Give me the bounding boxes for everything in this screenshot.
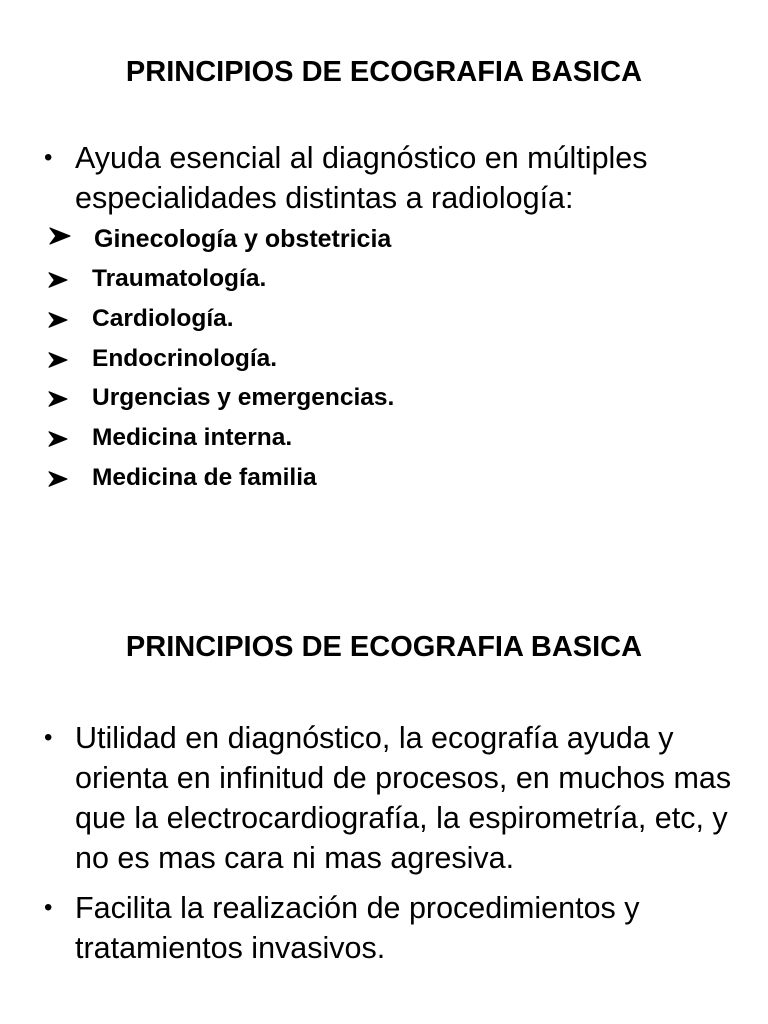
arrow-bullet-icon	[48, 226, 72, 246]
specialty-label: Traumatología.	[92, 265, 267, 292]
specialty-item	[0, 259, 768, 299]
arrow-bullet-icon	[47, 470, 69, 488]
bullet-marker: •	[44, 894, 53, 921]
bullet-list	[0, 718, 768, 968]
arrow-bullet-icon	[47, 351, 69, 369]
arrow-bullet-icon	[47, 271, 69, 289]
specialty-item	[0, 458, 768, 498]
specialty-list	[0, 218, 768, 498]
bullet-text: Utilidad en diagnóstico, la ecografía ayuda y orienta en infinitud de procesos, en muchos mas que la electrocardiografía, la espirometría, etc, y no es mas cara ni mas agresiva.	[75, 721, 732, 875]
arrow-bullet-icon	[47, 390, 69, 408]
specialty-label: Urgencias y emergencias.	[92, 384, 395, 412]
specialty-item	[0, 378, 768, 418]
slide-title: PRINCIPIOS DE ECOGRAFIA BASICA	[125, 56, 643, 88]
bullet-item	[0, 888, 768, 968]
bullet-item	[0, 138, 768, 218]
specialty-label: Cardiología.	[92, 304, 234, 332]
slide-title: PRINCIPIOS DE ECOGRAFIA BASICA	[125, 631, 643, 663]
arrow-bullet-icon	[47, 430, 69, 448]
bullet-text: Facilita la realización de procedimientos y tratamientos invasivos.	[75, 891, 640, 965]
bullet-item	[0, 718, 768, 878]
arrow-bullet-icon	[47, 311, 69, 329]
specialty-label: Medicina interna.	[92, 424, 293, 452]
specialty-item	[0, 218, 768, 259]
specialty-item	[0, 418, 768, 458]
specialty-label: Endocrinología.	[92, 344, 278, 372]
bullet-marker: •	[44, 724, 53, 751]
specialty-label: Ginecología y obstetricia	[94, 225, 392, 253]
slide-2	[0, 600, 768, 1024]
bullet-marker: •	[44, 144, 53, 171]
specialty-label: Medicina de familia	[92, 463, 317, 491]
specialty-item	[0, 339, 768, 379]
specialty-item	[0, 299, 768, 339]
bullet-text: Ayuda esencial al diagnóstico en múltiples especialidades distintas a radiología:	[75, 141, 648, 215]
bullet-list	[0, 138, 768, 218]
